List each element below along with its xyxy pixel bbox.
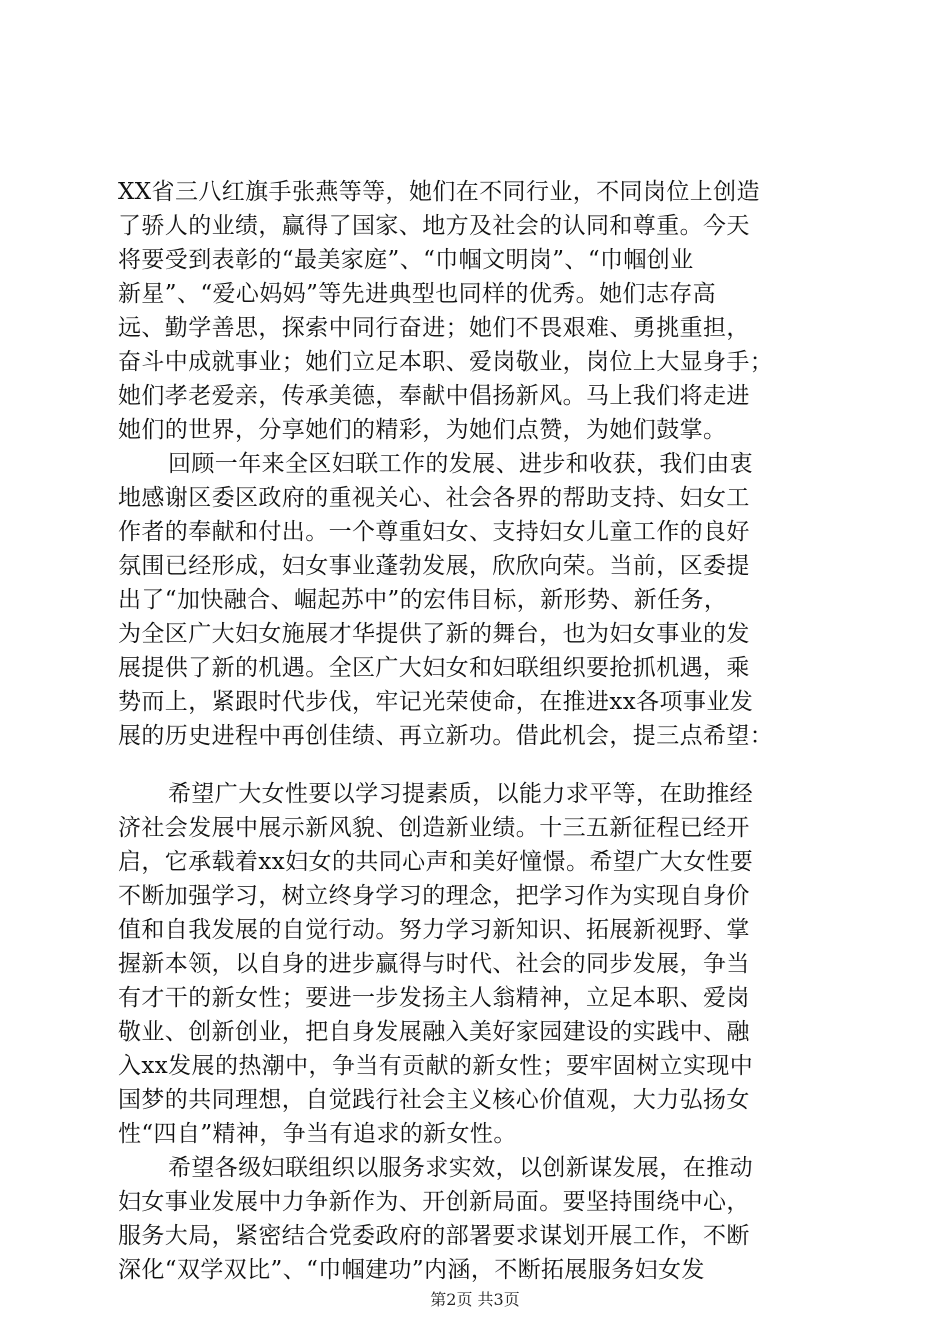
text-line: 敬业、创新创业，把自身发展融入美好家园建设的实践中、融 [118,1019,750,1045]
text-line: 为全区广大妇女施展才华提供了新的舞台，也为妇女事业的发 [118,621,750,647]
paragraph-start-line: 回顾一年来全区妇联工作的发展、进步和收获，我们由衷 [168,451,753,477]
text-line: 服务大局，紧密结合党委政府的部署要求谋划开展工作，不断 [118,1223,750,1249]
text-line: 了骄人的业绩，赢得了国家、地方及社会的认同和尊重。今天 [118,213,750,239]
text-line: 济社会发展中展示新风貌、创造新业绩。十三五新征程已经开 [118,815,750,841]
text-line: 国梦的共同理想，自觉践行社会主义核心价值观，大力弘扬女 [118,1087,750,1113]
paragraph-start-line: 希望各级妇联组织以服务求实效，以创新谋发展，在推动 [168,1155,753,1181]
page-footer: 第2页 共3页 [430,1290,520,1309]
text-line: 启，它承载着xx妇女的共同心声和美好憧憬。希望广大女性要 [118,849,754,875]
text-line: 她们孝老爱亲，传承美德，奉献中倡扬新风。马上我们将走进 [118,383,750,409]
text-line: 展提供了新的机遇。全区广大妇女和妇联组织要抢抓机遇，乘 [118,655,750,681]
text-line: XX省三八红旗手张燕等等，她们在不同行业，不同岗位上创造 [118,179,760,205]
text-line: 妇女事业发展中力争新作为、开创新局面。要坚持围绕中心， [118,1189,750,1215]
text-line: 出了“加快融合、崛起苏中”的宏伟目标，新形势、新任务， [118,587,728,613]
text-line: 不断加强学习，树立终身学习的理念，把学习作为实现自身价 [118,883,750,909]
text-line: 将要受到表彰的“最美家庭”、“巾帼文明岗”、“巾帼创业 [118,247,694,273]
text-line: 值和自我发展的自觉行动。努力学习新知识、拓展新视野、掌 [118,917,750,943]
text-line: 入xx发展的热潮中，争当有贡献的新女性；要牢固树立实现中 [118,1053,754,1079]
paragraph-start-line: 希望广大女性要以学习提素质，以能力求平等，在助推经 [168,781,753,807]
text-line: 地感谢区委区政府的重视关心、社会各界的帮助支持、妇女工 [118,485,750,511]
text-line: 氛围已经形成，妇女事业蓬勃发展，欣欣向荣。当前，区委提 [118,553,750,579]
text-line: 她们的世界，分享她们的精彩，为她们点赞，为她们鼓掌。 [118,417,727,443]
text-line: 势而上，紧跟时代步伐，牢记光荣使命，在推进xx各项事业发 [118,689,754,715]
text-line: 远、勤学善思，探索中同行奋进；她们不畏艰难、勇挑重担， [118,315,750,341]
text-line: 展的历史进程中再创佳绩、再立新功。借此机会，提三点希望： [118,723,774,749]
text-line: 有才干的新女性；要进一步发扬主人翁精神，立足本职、爱岗 [118,985,750,1011]
text-line: 作者的奉献和付出。一个尊重妇女、支持妇女儿童工作的良好 [118,519,750,545]
text-line: 深化“双学双比”、“巾帼建功”内涵，不断拓展服务妇女发 [118,1257,705,1283]
text-line: 性“四自”精神，争当有追求的新女性。 [118,1121,517,1147]
text-line: 新星”、“爱心妈妈”等先进典型也同样的优秀。她们志存高 [118,281,717,307]
text-line: 奋斗中成就事业；她们立足本职、爱岗敬业，岗位上大显身手； [118,349,774,375]
text-line: 握新本领，以自身的进步赢得与时代、社会的同步发展，争当 [118,951,750,977]
